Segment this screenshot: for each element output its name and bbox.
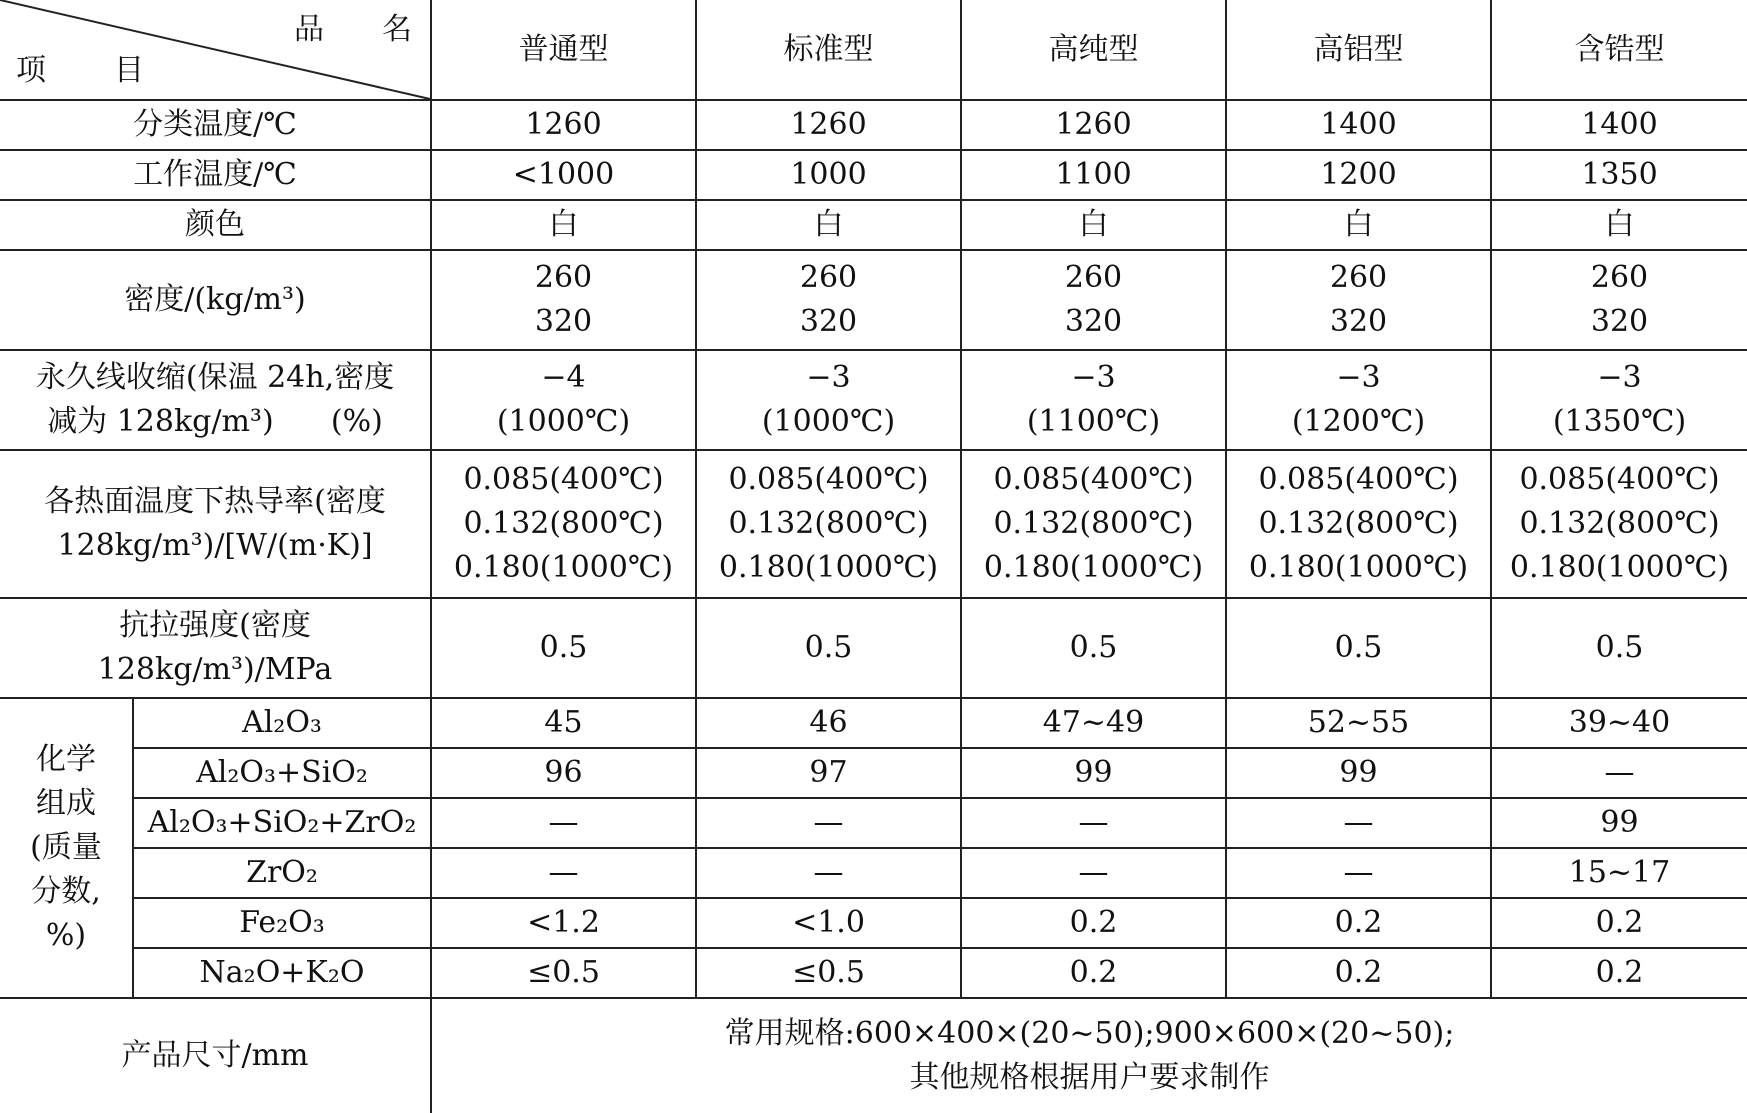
cell-value: — [1226,798,1491,848]
row-label [0,598,431,698]
value-line: 0.085(400℃) [1519,462,1720,497]
label-line: 永久线收缩(保温 24h,密度 [35,360,395,395]
value-line: 260 [534,260,593,295]
row-label: 分类温度/℃ [0,100,431,150]
value-line: 0.180(1000℃) [983,550,1204,585]
cell-value: 39~40 [1491,698,1747,748]
composition-row [0,798,1747,848]
value-line: 0.132(800℃) [1519,506,1720,541]
cell-value: 1400 [1226,100,1491,150]
cell-value: 白 [961,200,1226,250]
value-line: 320 [1590,304,1649,339]
cell-value [1226,350,1491,450]
cell-value: 1260 [696,100,961,150]
label-line: 128kg/m³)/MPa [97,652,333,687]
product-header: 标准型 [696,0,961,100]
cell-value: 0.2 [1226,898,1491,948]
note-line: 其他规格根据用户要求制作 [909,1060,1270,1095]
composition-label [0,698,133,998]
cell-value: 99 [1491,798,1747,848]
value-line: 260 [1590,260,1649,295]
value-line: 0.132(800℃) [463,506,664,541]
cell-value: 1260 [431,100,696,150]
note-line: 常用规格:600×400×(20~50);900×600×(20~50); [724,1016,1455,1051]
cell-value: 0.5 [431,598,696,698]
value-line: (1350℃) [1552,404,1687,439]
label-line: 抗拉强度(密度 [119,608,311,643]
value-line: 260 [799,260,858,295]
header-corner-cell [0,0,470,100]
label-line: 组成 [36,786,96,821]
composition-row [0,848,1747,898]
value-line: 320 [1064,304,1123,339]
cell-value: 1100 [961,150,1226,200]
component-name: Na₂O+K₂O [133,948,431,998]
product-header: 含锆型 [1491,0,1747,100]
cell-value: — [961,848,1226,898]
cell-value: — [1491,748,1747,798]
cell-value [431,250,696,350]
cell-value: <1.2 [431,898,696,948]
component-name: Fe₂O₃ [133,898,431,948]
value-line: 0.085(400℃) [1258,462,1459,497]
product-header: 高纯型 [961,0,1226,100]
cell-value: 96 [431,748,696,798]
cell-value: 0.5 [1226,598,1491,698]
cell-value: 0.5 [696,598,961,698]
cell-value [431,350,696,450]
row-label: 密度/(kg/m³) [0,250,431,350]
label-line: 各热面温度下热导率(密度 [44,484,386,519]
tensile-row [0,598,1747,698]
composition-row [0,748,1747,798]
row-label [0,450,431,598]
cell-value [961,350,1226,450]
component-name: ZrO₂ [133,848,431,898]
value-line: 0.132(800℃) [728,506,929,541]
cell-value [961,250,1226,350]
color-row [0,200,1747,250]
label-line: 化学 [36,742,96,777]
cell-value [1491,350,1747,450]
value-line: −3 [1071,360,1116,395]
cell-value: 99 [1226,748,1491,798]
cell-value [696,450,961,598]
cell-value: — [696,848,961,898]
value-line: 260 [1329,260,1388,295]
cell-value [696,350,961,450]
label-line: 减为 128kg/m³) (%) [47,404,383,439]
label-line: 分数, [31,874,101,909]
cell-value: 0.2 [1226,948,1491,998]
cell-value [1226,450,1491,598]
value-line: 0.085(400℃) [728,462,929,497]
size-row [0,998,1747,1113]
cell-value: 白 [696,200,961,250]
value-line: 0.180(1000℃) [453,550,674,585]
size-note [431,998,1747,1113]
cell-value: 白 [431,200,696,250]
cell-value [1491,250,1747,350]
value-line: 320 [1329,304,1388,339]
value-line: 0.180(1000℃) [1509,550,1730,585]
product-header: 普通型 [431,0,696,100]
cell-value: 1260 [961,100,1226,150]
cell-value: 99 [961,748,1226,798]
value-line: 320 [534,304,593,339]
composition-row [0,698,1747,748]
header-row [0,0,1747,100]
cell-value: 白 [1226,200,1491,250]
label-line: %) [45,918,87,953]
cell-value: 1350 [1491,150,1747,200]
label-line: (质量 [30,830,102,865]
cell-value: — [696,798,961,848]
value-line: 260 [1064,260,1123,295]
value-line: 0.132(800℃) [1258,506,1459,541]
component-name: Al₂O₃+SiO₂+ZrO₂ [133,798,431,848]
value-line: 0.180(1000℃) [718,550,939,585]
work-temp-row [0,150,1747,200]
value-line: 0.180(1000℃) [1248,550,1469,585]
row-label [0,350,431,450]
conductivity-row [0,450,1747,598]
cell-value: 97 [696,748,961,798]
corner-product-label: 品名 [294,12,470,47]
row-label: 颜色 [0,200,431,250]
value-line: 0.085(400℃) [463,462,664,497]
cell-value: — [431,848,696,898]
cell-value: 15~17 [1491,848,1747,898]
cell-value [1491,450,1747,598]
value-line: −3 [806,360,851,395]
value-line: 0.132(800℃) [993,506,1194,541]
cell-value: 0.2 [1491,948,1747,998]
value-line: (1100℃) [1026,404,1161,439]
cell-value: 白 [1491,200,1747,250]
cell-value: — [431,798,696,848]
cell-value: 0.5 [961,598,1226,698]
cell-value: 0.2 [961,948,1226,998]
cell-value: 45 [431,698,696,748]
component-name: Al₂O₃ [133,698,431,748]
cell-value: 1400 [1491,100,1747,150]
cell-value: 52~55 [1226,698,1491,748]
cell-value [696,250,961,350]
cell-value: 0.5 [1491,598,1747,698]
density-row [0,250,1747,350]
cell-value: 0.2 [1491,898,1747,948]
product-header: 高铝型 [1226,0,1491,100]
value-line: −3 [1336,360,1381,395]
row-label: 工作温度/℃ [0,150,431,200]
cell-value: 1000 [696,150,961,200]
corner-item-label: 项目 [16,53,212,88]
cell-value: 47~49 [961,698,1226,748]
cell-value: ≤0.5 [696,948,961,998]
shrinkage-row [0,350,1747,450]
value-line: (1000℃) [761,404,896,439]
value-line: −3 [1597,360,1642,395]
label-line: 128kg/m³)/[W/(m·K)] [57,528,373,563]
cell-value: — [961,798,1226,848]
row-label: 产品尺寸/mm [0,998,431,1113]
cell-value: 46 [696,698,961,748]
cell-value: <1000 [431,150,696,200]
cell-value: ≤0.5 [431,948,696,998]
cell-value [961,450,1226,598]
cell-value [1226,250,1491,350]
value-line: (1200℃) [1291,404,1426,439]
cell-value [431,450,696,598]
composition-row [0,948,1747,998]
composition-row [0,898,1747,948]
value-line: −4 [541,360,586,395]
class-temp-row [0,100,1747,150]
cell-value: <1.0 [696,898,961,948]
cell-value: — [1226,848,1491,898]
cell-value: 0.2 [961,898,1226,948]
value-line: (1000℃) [496,404,631,439]
component-name: Al₂O₃+SiO₂ [133,748,431,798]
value-line: 320 [799,304,858,339]
cell-value: 1200 [1226,150,1491,200]
value-line: 0.085(400℃) [993,462,1194,497]
